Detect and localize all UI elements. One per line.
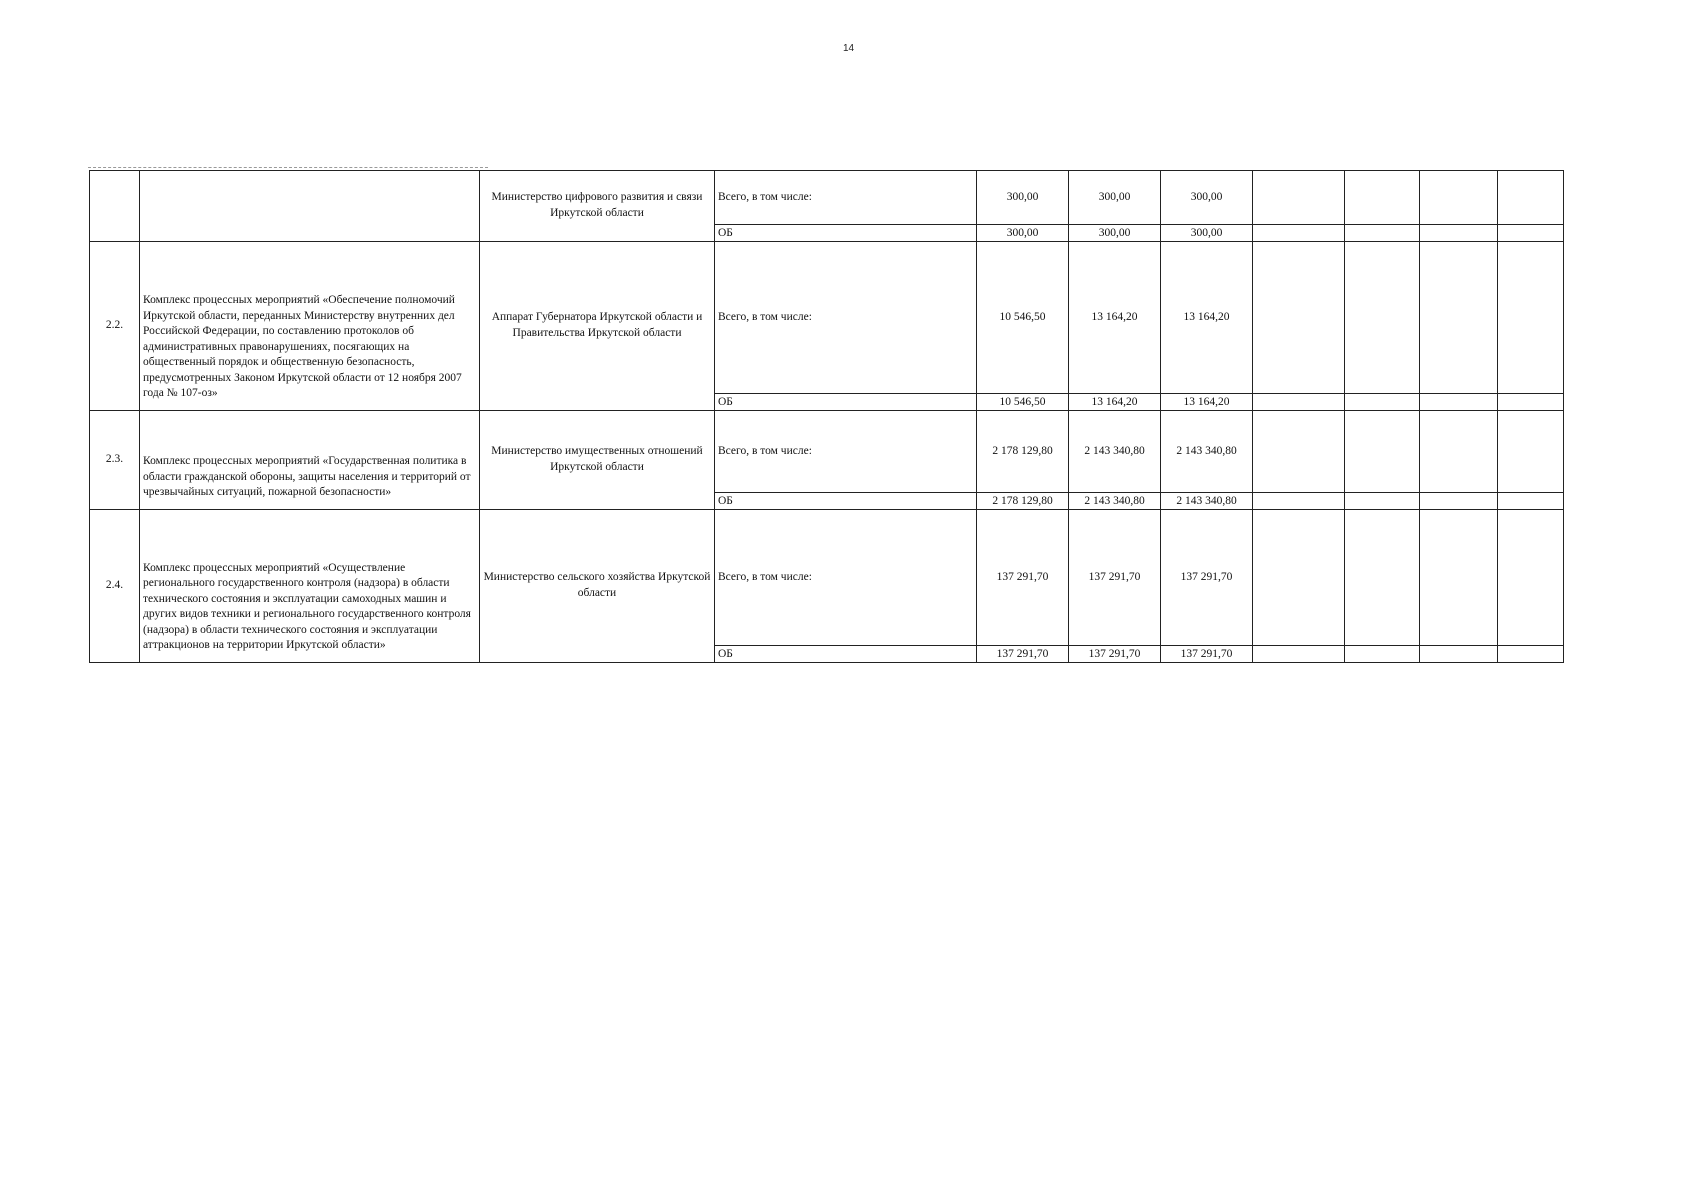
table-row bbox=[90, 242, 1564, 394]
source-value-cell: 2 143 340,80 bbox=[1161, 493, 1253, 510]
funding-source-label: ОБ bbox=[715, 394, 977, 411]
total-value-cell: 2 178 129,80 bbox=[977, 411, 1069, 493]
source-value-cell bbox=[1253, 646, 1345, 663]
total-value-cell bbox=[1420, 242, 1498, 394]
source-value-cell: 300,00 bbox=[1161, 225, 1253, 242]
table-row bbox=[90, 171, 1564, 225]
total-value-cell bbox=[1253, 242, 1345, 394]
responsible-executor: Аппарат Губернатора Иркутской области и Правительства Иркутской области bbox=[480, 242, 715, 411]
source-value-cell bbox=[1498, 225, 1564, 242]
table-body bbox=[90, 171, 1564, 663]
activity-name: Комплекс процессных мероприятий «Осуществление регионального государственного контроля (надзора) в области технического состояния и эксплуатации самоходных машин и других видов техники и регионального государственного контроля (надзора) в области технического состояния и эксплуатации аттракционов на территории Иркутской области» bbox=[140, 510, 480, 663]
total-value-cell bbox=[1420, 510, 1498, 646]
funding-source-label: ОБ bbox=[715, 646, 977, 663]
table-row bbox=[90, 510, 1564, 646]
funding-total-label: Всего, в том числе: bbox=[715, 510, 977, 646]
source-value-cell: 300,00 bbox=[1069, 225, 1161, 242]
total-value-cell: 300,00 bbox=[1161, 171, 1253, 225]
total-value-cell: 13 164,20 bbox=[1069, 242, 1161, 394]
page-number: 14 bbox=[842, 43, 855, 54]
source-value-cell bbox=[1345, 394, 1420, 411]
source-value-cell bbox=[1253, 493, 1345, 510]
funding-total-label: Всего, в том числе: bbox=[715, 242, 977, 394]
source-value-cell: 10 546,50 bbox=[977, 394, 1069, 411]
total-value-cell bbox=[1345, 510, 1420, 646]
source-value-cell bbox=[1345, 493, 1420, 510]
activity-name bbox=[140, 171, 480, 242]
total-value-cell: 137 291,70 bbox=[1069, 510, 1161, 646]
total-value-cell bbox=[1498, 510, 1564, 646]
total-value-cell bbox=[1420, 411, 1498, 493]
source-value-cell: 137 291,70 bbox=[1069, 646, 1161, 663]
row-number bbox=[90, 171, 140, 242]
responsible-executor: Министерство сельского хозяйства Иркутской области bbox=[480, 510, 715, 663]
budget-table bbox=[89, 170, 1564, 663]
source-value-cell bbox=[1498, 493, 1564, 510]
source-value-cell: 300,00 bbox=[977, 225, 1069, 242]
source-value-cell: 13 164,20 bbox=[1069, 394, 1161, 411]
source-value-cell bbox=[1420, 394, 1498, 411]
funding-total-label: Всего, в том числе: bbox=[715, 411, 977, 493]
total-value-cell bbox=[1253, 171, 1345, 225]
total-value-cell bbox=[1345, 171, 1420, 225]
source-value-cell: 2 143 340,80 bbox=[1069, 493, 1161, 510]
total-value-cell: 137 291,70 bbox=[1161, 510, 1253, 646]
responsible-executor: Министерство цифрового развития и связи Иркутской области bbox=[480, 171, 715, 242]
source-value-cell bbox=[1420, 646, 1498, 663]
total-value-cell: 137 291,70 bbox=[977, 510, 1069, 646]
source-value-cell bbox=[1253, 225, 1345, 242]
total-value-cell: 300,00 bbox=[977, 171, 1069, 225]
responsible-executor: Министерство имущественных отношений Иркутской области bbox=[480, 411, 715, 510]
total-value-cell bbox=[1345, 242, 1420, 394]
table-row bbox=[90, 411, 1564, 493]
total-value-cell bbox=[1498, 242, 1564, 394]
source-value-cell bbox=[1498, 646, 1564, 663]
row-number: 2.3. bbox=[90, 411, 140, 510]
funding-source-label: ОБ bbox=[715, 225, 977, 242]
total-value-cell: 13 164,20 bbox=[1161, 242, 1253, 394]
row-number: 2.4. bbox=[90, 510, 140, 663]
total-value-cell bbox=[1498, 411, 1564, 493]
source-value-cell bbox=[1420, 225, 1498, 242]
source-value-cell: 137 291,70 bbox=[977, 646, 1069, 663]
source-value-cell bbox=[1498, 394, 1564, 411]
total-value-cell: 300,00 bbox=[1069, 171, 1161, 225]
source-value-cell bbox=[1345, 646, 1420, 663]
funding-source-label: ОБ bbox=[715, 493, 977, 510]
total-value-cell: 10 546,50 bbox=[977, 242, 1069, 394]
funding-total-label: Всего, в том числе: bbox=[715, 171, 977, 225]
total-value-cell bbox=[1498, 171, 1564, 225]
source-value-cell: 2 178 129,80 bbox=[977, 493, 1069, 510]
source-value-cell bbox=[1253, 394, 1345, 411]
total-value-cell bbox=[1345, 411, 1420, 493]
source-value-cell bbox=[1345, 225, 1420, 242]
total-value-cell: 2 143 340,80 bbox=[1161, 411, 1253, 493]
total-value-cell bbox=[1253, 411, 1345, 493]
total-value-cell bbox=[1420, 171, 1498, 225]
activity-name: Комплекс процессных мероприятий «Государственная политика в области гражданской обороны, защиты населения и территорий от чрезвычайных ситуаций, пожарной безопасности» bbox=[140, 411, 480, 510]
source-value-cell: 137 291,70 bbox=[1161, 646, 1253, 663]
total-value-cell bbox=[1253, 510, 1345, 646]
source-value-cell: 13 164,20 bbox=[1161, 394, 1253, 411]
total-value-cell: 2 143 340,80 bbox=[1069, 411, 1161, 493]
activity-name: Комплекс процессных мероприятий «Обеспечение полномочий Иркутской области, переданных Министерству внутренних дел Российской Федерации, по составлению протоколов об административных правонарушениях, посягающих на общественный порядок и общественную безопасность, предусмотренных Законом Иркутской области от 12 ноября 2007 года № 107-оз» bbox=[140, 242, 480, 411]
row-number: 2.2. bbox=[90, 242, 140, 411]
source-value-cell bbox=[1420, 493, 1498, 510]
